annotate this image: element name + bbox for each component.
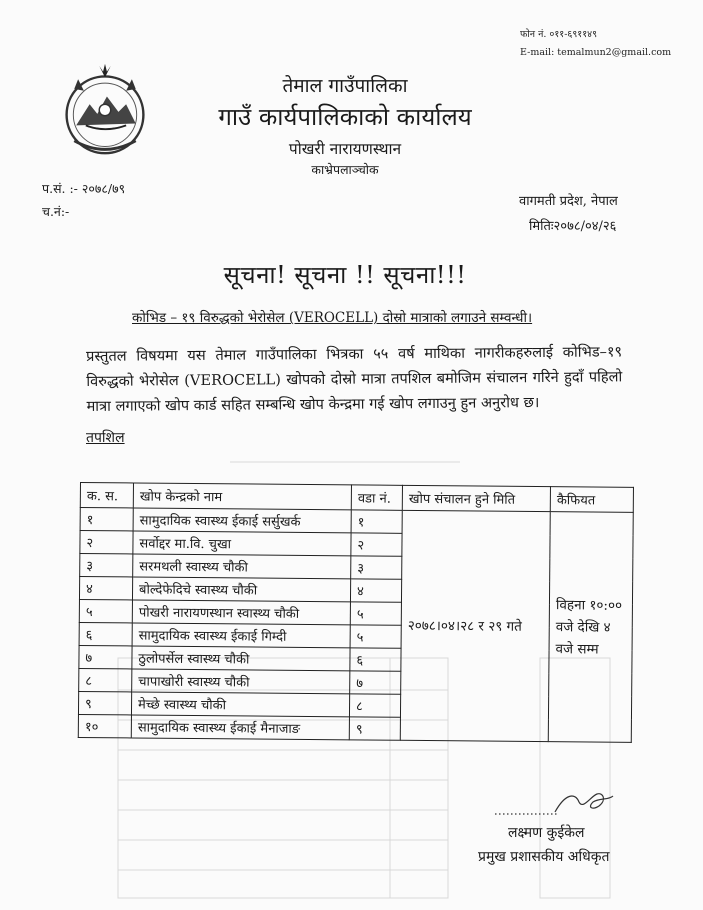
cell-center-name: सामुदायिक स्वास्थ्य ईकाई गिम्दी — [132, 623, 350, 648]
signer-name: लक्ष्मण कुईकेल — [508, 825, 585, 841]
phone-number: फोन नं. ०११-६९११४९ — [520, 29, 598, 40]
dispatch-number: च.नं:- — [42, 204, 70, 219]
cell-serial: ६ — [79, 622, 132, 645]
cell-center-name: बोल्देफेदिचे स्वास्थ्य चौकी — [132, 577, 350, 602]
cell-ward: ८ — [349, 694, 400, 717]
cell-serial: २ — [80, 531, 133, 554]
cell-ward: ९ — [349, 717, 400, 740]
cell-serial: ९ — [78, 691, 131, 714]
letter-date: मितिः२०७८/०४/२६ — [529, 219, 617, 234]
email-address: E-mail: temalmun2@gmail.com — [520, 47, 672, 58]
office-location: पोखरी नारायणस्थान — [288, 140, 402, 158]
cell-center-name: सामुदायिक स्वास्थ्य ईकाई सर्सुखर्क — [133, 508, 351, 533]
cell-center-name: मेच्छे स्वास्थ्य चौकी — [131, 692, 349, 717]
cell-ward: ४ — [350, 579, 401, 602]
cell-serial: ४ — [79, 577, 132, 600]
cell-center-name: सर्वोद्दर मा.वि. चुखा — [133, 531, 351, 556]
cell-serial: १० — [78, 714, 131, 737]
signature-mark — [495, 788, 615, 818]
cell-schedule-date: २०७८।०४।२८ र २९ गते — [400, 510, 550, 741]
cell-center-name: सरमथली स्वास्थ्य चौकी — [133, 554, 351, 579]
header-schedule-date: खोप संचालन हुने मिति — [402, 485, 550, 511]
cell-center-name: ठुलोपर्सेल स्वास्थ्य चौकी — [132, 646, 350, 671]
office-district: काभ्रेपलाञ्चोक — [311, 162, 379, 177]
cell-ward: ५ — [350, 625, 401, 648]
cell-ward: २ — [351, 533, 402, 556]
cell-ward: १ — [351, 510, 402, 533]
cell-center-name: सामुदायिक स्वास्थ्य ईकाई मैनाजाङ — [131, 715, 349, 740]
cell-remarks: विहना १०:०० वजे देखि ४ वजे सम्म — [548, 512, 633, 743]
province-address: वागमती प्रदेश, नेपाल — [519, 194, 618, 209]
header-remarks: कैफियत — [550, 487, 633, 513]
notice-heading: सूचना! सूचना !! सूचना!!! — [223, 261, 467, 289]
signer-title: प्रमुख प्रशासकीय अधिकृत — [478, 849, 610, 865]
subject-line: कोभिड – १९ विरुद्धको भेरोसेल (VEROCELL) दोस्रो मात्राको लगाउने सम्वन्धी। — [132, 310, 533, 326]
vaccination-schedule-table — [78, 482, 634, 743]
header-ward: वडा नं. — [351, 485, 402, 510]
cell-ward: ६ — [350, 648, 401, 671]
header-center-name: खोप केन्द्रको नाम — [133, 483, 351, 510]
cell-serial: ७ — [79, 645, 132, 668]
cell-ward: ७ — [350, 671, 401, 694]
header-serial: क. स. — [80, 483, 133, 508]
cell-ward: ५ — [350, 602, 401, 625]
municipality-name: तेमाल गाउँपालिका — [282, 75, 408, 97]
cell-center-name: चापाखोरी स्वास्थ्य चौकी — [132, 669, 350, 694]
cell-center-name: पोखरी नारायणस्थान स्वास्थ्य चौकी — [132, 600, 350, 625]
cell-ward: ३ — [351, 556, 402, 579]
office-name: गाउँ कार्यपालिकाको कार्यालय — [218, 103, 472, 131]
cell-serial: ३ — [80, 554, 133, 577]
cell-serial: ८ — [79, 668, 132, 691]
cell-serial: ५ — [79, 599, 132, 622]
body-paragraph: प्रस्तुतल विषयमा यस तेमाल गाउँपालिका भित्रका ५५ वर्ष माथिका नागरीकहरुलाई कोभिड–१९ विरुद्धको भेरोसेल (VEROCELL) खोपको दोस्रो मात्रा तपशिल बमोजिम संचालन गरिने हुदाँ पहिलो मात्रा लगाएको खोप कार्ड सहित सम्बन्धि खोप केन्द्रमा गई खोप लगाउनु हुन अनुरोध छ। — [86, 343, 623, 415]
reference-number: प.सं. :- २०७८/७९ — [42, 181, 126, 196]
details-label: तपशिल — [86, 430, 125, 446]
cell-serial: १ — [80, 508, 133, 531]
